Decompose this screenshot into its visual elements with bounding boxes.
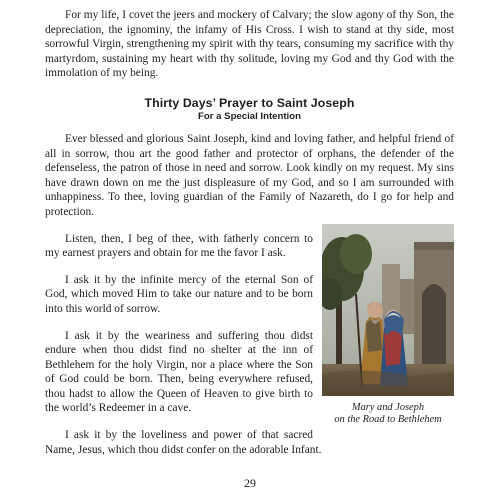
illustration-caption: [322, 402, 454, 426]
caption-line-1: Mary and Joseph: [351, 401, 425, 413]
prayer-paragraph-4: I ask it by the weariness and suffering thou didst endure when thou didst find no shelter at the inn of Bethlehem for the holy Virgin, nor a place where the Son of God could be born. Then, being everywhere refused, thou hadst to allow the Queen of Heaven to give birth to the world’s Redeemer in a cave.: [45, 329, 313, 415]
page-number: 29: [244, 476, 256, 490]
prayer-paragraph-2: Listen, then, I beg of thee, with fatherly concern to my earnest prayers and obtain for me the favor I ask.: [45, 232, 313, 260]
mary-and-joseph-illustration: [322, 224, 454, 396]
prayer-subtitle: For a Special Intention: [198, 110, 301, 122]
prayer-title: Thirty Days’ Prayer to Saint Joseph: [144, 95, 355, 110]
prayer-paragraph-5: I ask it by the loveliness and power of that sacred Name, Jesus, which thou didst confer on the adorable Infant.: [45, 429, 322, 456]
illustration-figure: [322, 224, 454, 426]
caption-line-2: on the Road to Bethlehem: [334, 413, 442, 425]
opening-paragraph: For my life, I covet the jeers and mockery of Calvary; the slow agony of thy Son, the depreciation, the ignominy, the infamy of His Cross. I wish to stand at thy side, most sorrowful Virgin, strengthening my spirit with thy tears, consuming my sacrifice with thy martyrdom, sustaining my heart with thy solitude, loving my God and thy God with the immolation of my being.: [45, 9, 454, 80]
prayer-paragraph-3: I ask it by the infinite mercy of the eternal Son of God, which moved Him to take our nature and to be born into this world of sorrow.: [45, 273, 313, 315]
prayer-paragraph-1: Ever blessed and glorious Saint Joseph, kind and loving father, and helpful friend of all in sorrow, thou art the good father and protector of orphans, the defender of the defenseless, the patron of those in need and sorrow. Look kindly on my request. My sins have drawn down on me the just displeasure of my God, and so I am surrounded with unhappiness. To thee, loving guardian of the Family of Nazareth, do I go for help and protection.: [45, 132, 454, 218]
